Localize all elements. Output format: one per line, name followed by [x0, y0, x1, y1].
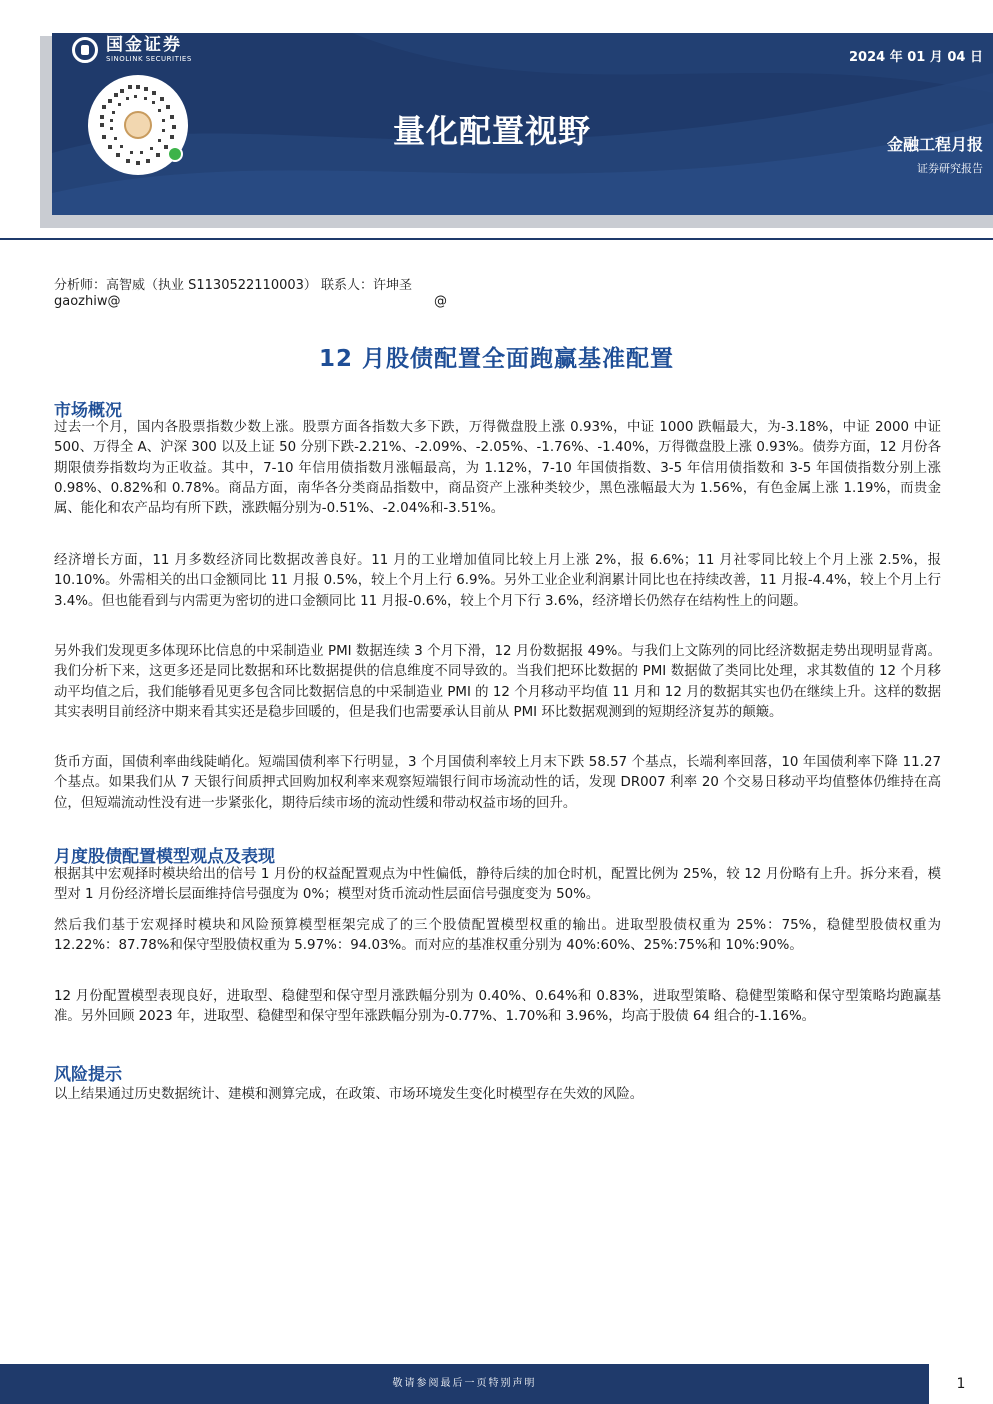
- report-subtype: 证券研究报告: [917, 162, 983, 175]
- analyst-info: 分析师：高智威（执业 S1130522110003） 联系人：许坤圣: [54, 278, 413, 293]
- section-heading-model-views: 月度股债配置模型观点及表现: [54, 847, 275, 867]
- paragraph: 根据其中宏观择时模块给出的信号 1 月份的权益配置观点为中性偏低，静待后续的加仓时机，配置比例为 25%，较 12 月份略有上升。拆分来看，模型对 1 月份经济增长层面维持信号强度为 0%；模型对货币流动性层面信号强度变为 50%。: [54, 867, 941, 903]
- paragraph: 12 月份配置模型表现良好，进取型、稳健型和保守型月涨跌幅分别为 0.40%、0.64%和 0.83%，进取型策略、稳健型策略和保守型策略均跑赢基准。另外回顾 2023 年，进取型、稳健型和保守型年涨跌幅分别为-0.77%、1.70%和 3.96%，均高于股债 64 组合的-1.16%。: [54, 989, 941, 1025]
- analyst-emails: [54, 294, 454, 309]
- paragraph: 另外我们发现更多体现环比信息的中采制造业 PMI 数据连续 3 个月下滑，12 月份数据报 49%。与我们上文陈列的同比经济数据走势出现明显背离。我们分析下来，这更多还是同比数据和环比数据提供的信息维度不同导致的。当我们把环比数据的 PMI 数据做了类同比处理，求其数值的 12 个月移动平均值之后，我们能够看见更多包含同比数据信息的中采制造业 PMI 的 12 个月移动平均值 11 月和 12 月的数据其实也仍在继续上升。这样的数据其实表明目前经济中期来看其实还是稳步回暖的，但是我们也需要承认目前从 PMI 环比数据观测到的短期经济复苏的颠簸。: [54, 644, 941, 720]
- page-number: 1: [956, 1376, 966, 1392]
- paragraph: 以上结果通过历史数据统计、建模和测算完成，在政策、市场环境发生变化时模型存在失效的风险。: [54, 1087, 644, 1102]
- qr-center-logo-icon: [124, 111, 152, 139]
- report-type: 金融工程月报: [886, 135, 983, 154]
- logo-name-en: SINOLINK SECURITIES: [106, 55, 192, 63]
- logo-icon: [72, 37, 98, 63]
- contact-email[interactable]: @: [434, 294, 447, 309]
- report-title: 12 月股债配置全面跑赢基准配置: [318, 346, 674, 372]
- section-heading-market-overview: 市场概况: [54, 401, 122, 421]
- series-title: 量化配置视野: [393, 112, 592, 150]
- company-logo: [72, 36, 192, 64]
- mini-program-badge-icon: [167, 146, 183, 162]
- paragraph: 然后我们基于宏观择时模块和风险预算模型框架完成了的三个股债配置模型权重的输出。进取型股债权重为 25%：75%，稳健型股债权重为 12.22%：87.78%和保守型股债权重为 5.97%：94.03%。而对应的基准权重分别为 40%:60%、25%:75%和 10%:90%。: [54, 918, 941, 954]
- header-divider: [0, 238, 993, 240]
- paragraph: 经济增长方面，11 月多数经济同比数据改善良好。11 月的工业增加值同比较上月上涨 2%，报 6.6%；11 月社零同比较上个月上涨 2.5%，报 10.10%。外需相关的出口金额同比 11 月报 0.5%，较上个月上行 6.9%。另外工业企业利润累计同比也在持续改善，11 月报-4.4%，较上个月上行 3.4%。但也能看到与内需更为密切的进口金额同比 11 月报-0.6%，较上个月下行 3.6%，经济增长仍然存在结构性上的问题。: [54, 553, 941, 609]
- section-heading-risk: 风险提示: [54, 1065, 122, 1085]
- report-date: 2024 年 01 月 04 日: [849, 50, 983, 65]
- logo-name-cn: 国金证券: [106, 35, 182, 55]
- analyst-email[interactable]: gaozhiw@: [54, 294, 121, 309]
- footer-disclaimer-link[interactable]: 敬请参阅最后一页特别声明: [392, 1378, 537, 1389]
- paragraph: 过去一个月，国内各股票指数少数上涨。股票方面各指数大多下跌，万得微盘股上涨 0.93%，中证 1000 跌幅最大，为-3.18%，中证 2000 中证 500、万得全 A、沪深 300 以及上证 50 分别下跌-2.21%、-2.09%、-2.05%、-1.76%、-1.40%，万得微盘股上涨 0.93%。债券方面，12 月份各期限债券指数均为正收益。其中，7-10 年信用债指数月涨幅最高，为 1.12%，7-10 年国债指数、3-5 年信用债指数和 3-5 年国债指数分别上涨 0.98%、0.82%和 0.78%。商品方面，南华各分类商品指数中，商品资产上涨种类较少，黑色涨幅最大为 1.56%，有色金属上涨 1.19%，而贵金属、能化和农产品均有所下跌，涨跌幅分别为-0.51%、-2.04%和-3.51%。: [54, 420, 941, 517]
- paragraph: 货币方面，国债利率曲线陡峭化。短端国债利率下行明显，3 个月国债利率较上月末下跌 58.57 个基点，长端利率回落，10 年国债利率下降 11.27 个基点。如果我们从 7 天银行间质押式回购加权利率来观察短端银行间市场流动性的话，发现 DR007 利率 20 个交易日移动平均值整体仍维持在高位，但短端流动性没有进一步紧张化，期待后续市场的流动性缓和带动权益市场的回升。: [54, 755, 941, 811]
